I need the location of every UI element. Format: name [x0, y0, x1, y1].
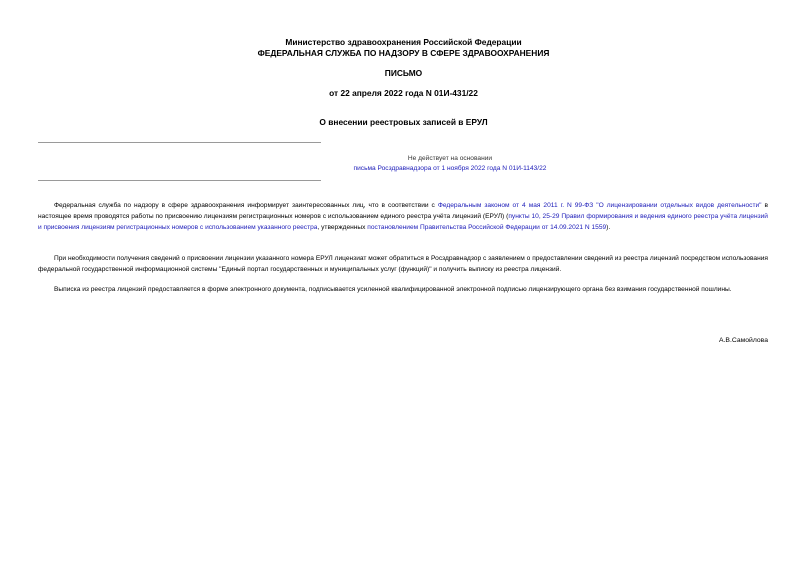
body-paragraph-2: При необходимости получения сведений о присвоении лицензии указанного номера ЕРУЛ лицензиат может обратиться в Росздравнадзор с заявлением о предоставлении сведений из реестра лицензий посредством использования федеральной государственной информационной системы "Единый портал государственных и муниципальных услуг (функций)" и получить выписку из реестра лицензий. [38, 255, 768, 273]
service-heading: ФЕДЕРАЛЬНАЯ СЛУЖБА ПО НАДЗОРУ В СФЕРЕ ЗДРАВООХРАНЕНИЯ [257, 48, 550, 58]
status-divider-bottom [38, 180, 321, 181]
body-paragraph-3: Выписка из реестра лицензий предоставляется в форме электронного документа, подписывается усиленной квалифицированной электронной подписью лицензирующего органа без взимания государственной пошлины. [54, 286, 732, 293]
signature: А.В.Самойлова [719, 337, 768, 344]
ministry-heading: Министерство здравоохранения Российской Федерации [285, 37, 522, 47]
paragraph-text: , утвержденных [317, 224, 368, 231]
status-divider-top [38, 142, 321, 143]
rules-link[interactable]: пункты 10, 25-29 Правил формирования и ведения единого реестра учёта лицензий и присвоения лицензиям регистрационных номеров с использованием указанного реестра [38, 213, 768, 231]
paragraph-text: в настоящее время проводятся работы по присвоению лицензиям регистрационных номеров с использованием единого реестра учёта лицензий (ЕРУЛ) ( [38, 202, 768, 220]
document-subject: О внесении реестровых записей в ЕРУЛ [319, 117, 488, 127]
government-decree-link[interactable]: постановлением Правительства Российской Федерации от 14.09.2021 N 1559 [367, 224, 607, 231]
status-note-text: Не действует на основании [407, 155, 493, 162]
body-paragraph-1 [38, 200, 768, 233]
paragraph-text: ). [606, 224, 611, 231]
status-note-container [250, 164, 650, 174]
paragraph-text: Федеральная служба по надзору в сфере здравоохранения информирует заинтересованных лиц, что в соответствии с [54, 202, 438, 209]
document-date-number: от 22 апреля 2022 года N 01И-431/22 [329, 88, 478, 98]
document-type: ПИСЬМО [384, 68, 423, 78]
status-note-link[interactable]: письма Росздравнадзора от 1 ноября 2022 года N 01И-1143/22 [353, 165, 547, 172]
federal-law-link[interactable]: Федеральным законом от 4 мая 2011 г. N 99-ФЗ "О лицензировании отдельных видов деятельности" [437, 202, 762, 209]
